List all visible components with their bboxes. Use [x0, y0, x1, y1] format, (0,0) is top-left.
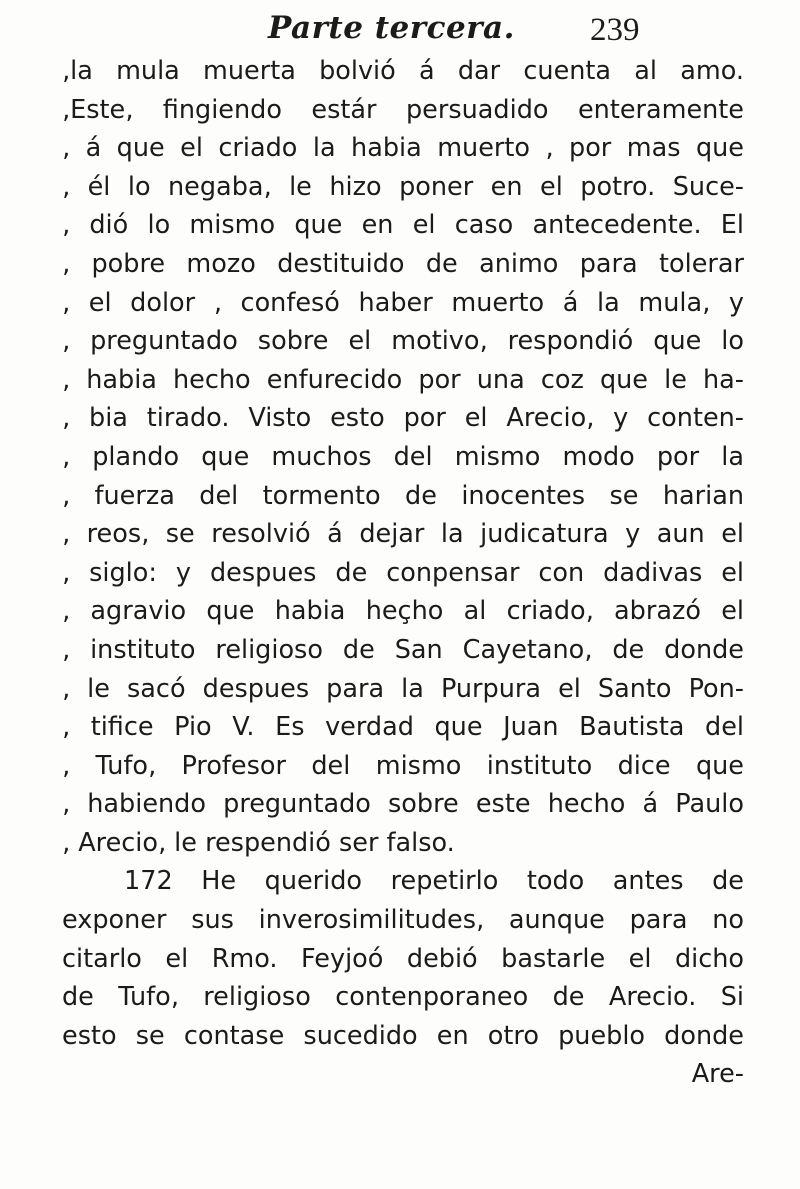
- text-line: ‚ dió lo mismo que en el caso antecedente. El: [62, 210, 744, 241]
- body-text: [62, 52, 744, 1094]
- text-line: esto se contase sucedido en otro pueblo donde: [62, 1020, 744, 1051]
- text-line: ‚ preguntado sobre el motivo‚ respondió que lo: [62, 326, 744, 357]
- text-line: ‚ le sacó despues para la Purpura el Santo Pon-: [62, 673, 744, 704]
- text-line: ‚la mula muerta bolvió á dar cuenta al amo.: [62, 56, 744, 86]
- text-line: ‚ Arecio‚ le respendió ser falso.: [62, 827, 455, 858]
- text-line: ‚ plando que muchos del mismo modo por la: [62, 441, 744, 472]
- running-head-title: Parte tercera.: [268, 10, 515, 46]
- text-line: ‚ Tufo‚ Profesor del mismo instituto dice que: [62, 750, 744, 781]
- text-line: ‚ reos‚ se resolvió á dejar la judicatura y aun el: [62, 519, 744, 550]
- text-line: ‚ agravio que habia heçho al criado‚ abrazó el: [62, 596, 744, 627]
- catchword: Are-: [691, 1059, 744, 1090]
- text-line: ‚ el dolor ‚ confesó haber muerto á la mula‚ y: [62, 287, 744, 318]
- text-line: ‚ bia tirado. Visto esto por el Arecio‚ y conten-: [62, 403, 744, 434]
- text-line: ‚ instituto religioso de San Cayetano‚ de donde: [62, 634, 744, 665]
- paragraph-start-line: 172 He querido repetirlo todo antes de: [124, 866, 744, 897]
- text-line: exponer sus inverosimilitudes‚ aunque para no: [62, 905, 744, 936]
- text-line: citarlo el Rmo. Feyjoó debió bastarle el dicho: [62, 943, 744, 974]
- text-line: ‚ tifice Pio V. Es verdad que Juan Bautista del: [62, 712, 744, 743]
- page-number: 239: [590, 12, 640, 48]
- text-line: ‚Este‚ fingiendo estár persuadido enteramente: [62, 94, 744, 125]
- text-line: ‚ siglo: y despues de conpensar con dadivas el: [62, 557, 744, 588]
- text-line: ‚ habiendo preguntado sobre este hecho á Paulo: [62, 789, 744, 820]
- text-line: ‚ pobre mozo destituido de animo para tolerar: [62, 248, 744, 279]
- text-line: ‚ él lo negaba‚ le hizo poner en el potro. Suce-: [62, 171, 744, 202]
- text-line: ‚ á que el criado la habia muerto ‚ por mas que: [62, 133, 744, 164]
- text-line: de Tufo‚ religioso contenporaneo de Arecio. Si: [62, 982, 744, 1013]
- running-head: [0, 6, 800, 50]
- text-line: ‚ habia hecho enfurecido por una coz que le ha-: [62, 364, 744, 395]
- text-line: ‚ fuerza del tormento de inocentes se harian: [62, 480, 744, 511]
